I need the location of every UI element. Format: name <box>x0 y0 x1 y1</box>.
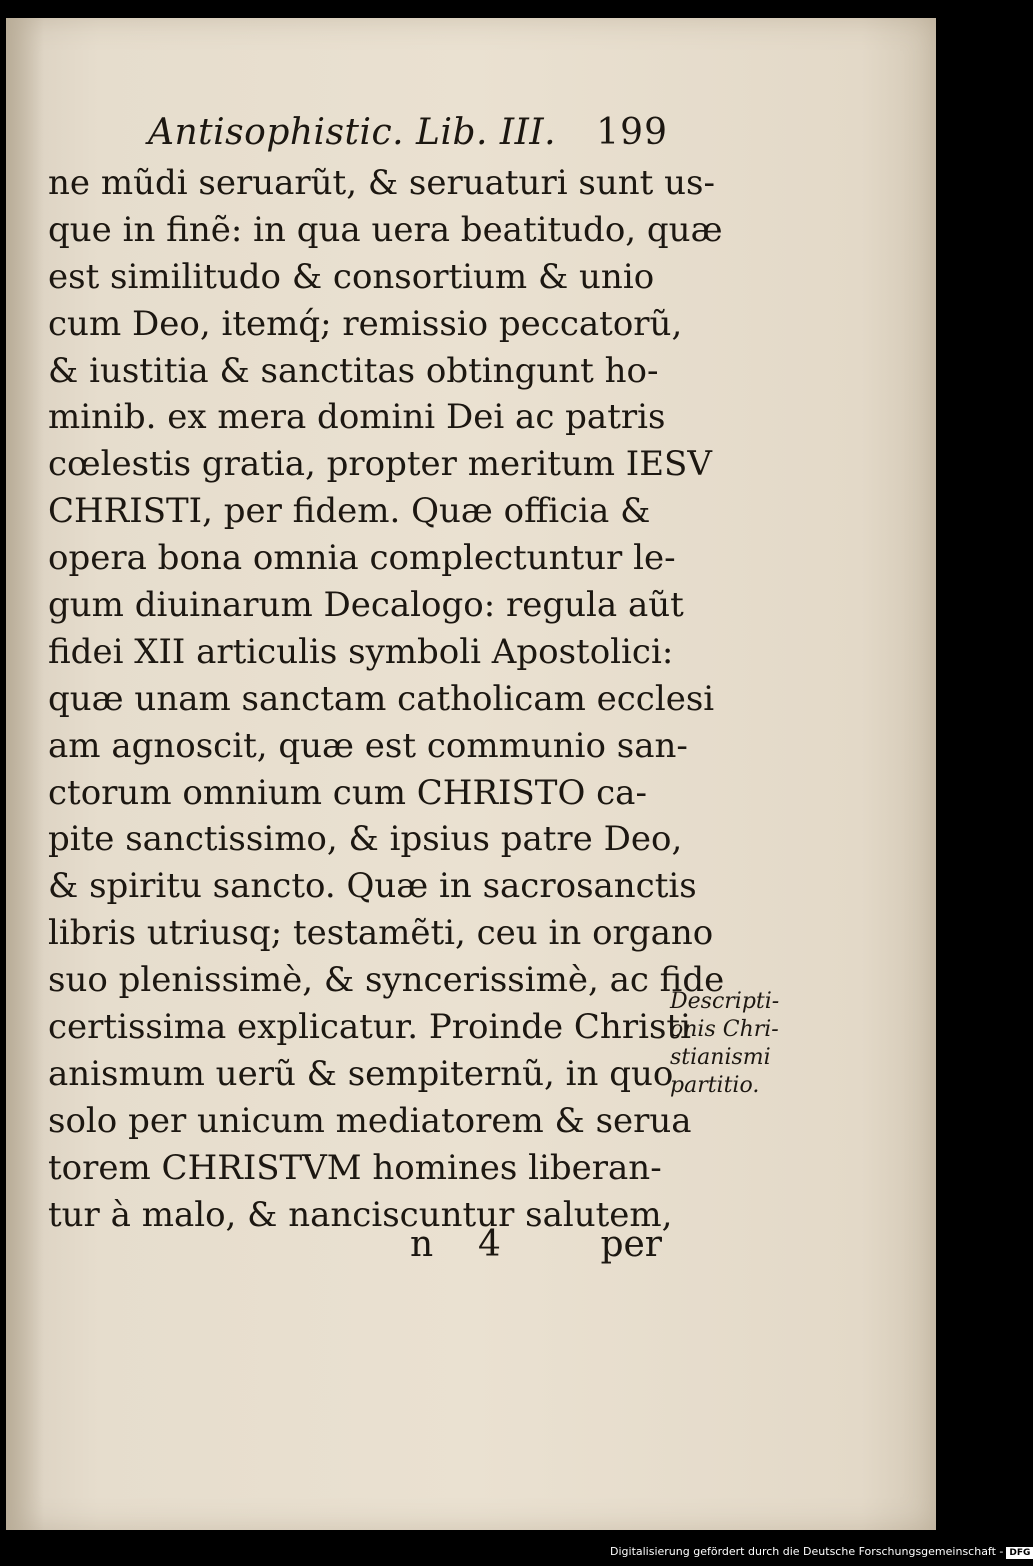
marginal-note <box>670 988 830 1100</box>
text-line: est similitudo & consortium & unio <box>48 256 655 297</box>
page-gutter-shadow <box>6 18 44 1530</box>
text-line: suo plenissimè, & syncerissimè, ac fide <box>48 960 725 1001</box>
text-line: & spiritu sancto. Quæ in sacrosanctis <box>48 866 697 907</box>
text-line: libris utriusq; testamẽti, ceu in organo <box>48 913 714 954</box>
marginal-note-line: onis Chri- <box>670 1017 779 1042</box>
text-line: opera bona omnia complectuntur le- <box>48 538 676 579</box>
text-line: cœlestis gratia, propter meritum IESV <box>48 444 712 485</box>
marginal-note-line: stianismi <box>670 1045 771 1070</box>
text-line: ctorum omnium cum CHRISTO ca- <box>48 772 647 813</box>
text-line: anismum uerũ & sempiternũ, in quo <box>48 1053 674 1094</box>
text-line: quæ unam sanctam catholicam ecclesi <box>48 678 715 719</box>
text-line: ne mũdi seruarũt, & seruaturi sunt us- <box>48 163 715 203</box>
signature-number: 4 <box>478 1224 501 1265</box>
text-line: & iustitia & sanctitas obtingunt ho- <box>48 350 659 391</box>
text-line: am agnoscit, quæ est communio san- <box>48 725 688 766</box>
marginal-note-line: Descripti- <box>670 989 780 1014</box>
text-line: certissima explicatur. Proinde Christi <box>48 1007 691 1048</box>
text-line: CHRISTI, per fidem. Quæ officia & <box>48 491 651 532</box>
text-line: gum diuinarum Decalogo: regula aũt <box>48 585 684 626</box>
page-header <box>148 112 668 162</box>
running-title: Antisophistic. Lib. III. <box>148 112 557 153</box>
signature-line <box>410 1224 670 1274</box>
text-line: cum Deo, itemq́; remissio peccatorũ, <box>48 303 683 344</box>
credit-text: Digitalisierung gefördert durch die Deutsche Forschungsgemeinschaft - <box>610 1545 1004 1558</box>
text-line: minib. ex mera domini Dei ac patris <box>48 397 666 438</box>
text-line: pite sanctissimo, & ipsius patre Deo, <box>48 819 683 860</box>
marginal-note-line: partitio. <box>670 1073 760 1098</box>
text-line: tur à malo, & nanciscuntur salutem, <box>48 1194 673 1235</box>
text-line: que in finẽ: in qua uera beatitudo, quæ <box>48 209 723 250</box>
catchword: per <box>600 1224 662 1265</box>
text-line: fidei XII articulis symboli Apostolici: <box>48 631 674 672</box>
digitization-credit <box>610 1544 1031 1560</box>
dfg-logo: DFG <box>1006 1547 1033 1559</box>
text-line: solo per unicum mediatorem & serua <box>48 1100 692 1141</box>
page-number: 199 <box>596 112 668 153</box>
signature-mark: n <box>410 1224 434 1265</box>
text-line: torem CHRISTVM homines liberan- <box>48 1147 662 1188</box>
